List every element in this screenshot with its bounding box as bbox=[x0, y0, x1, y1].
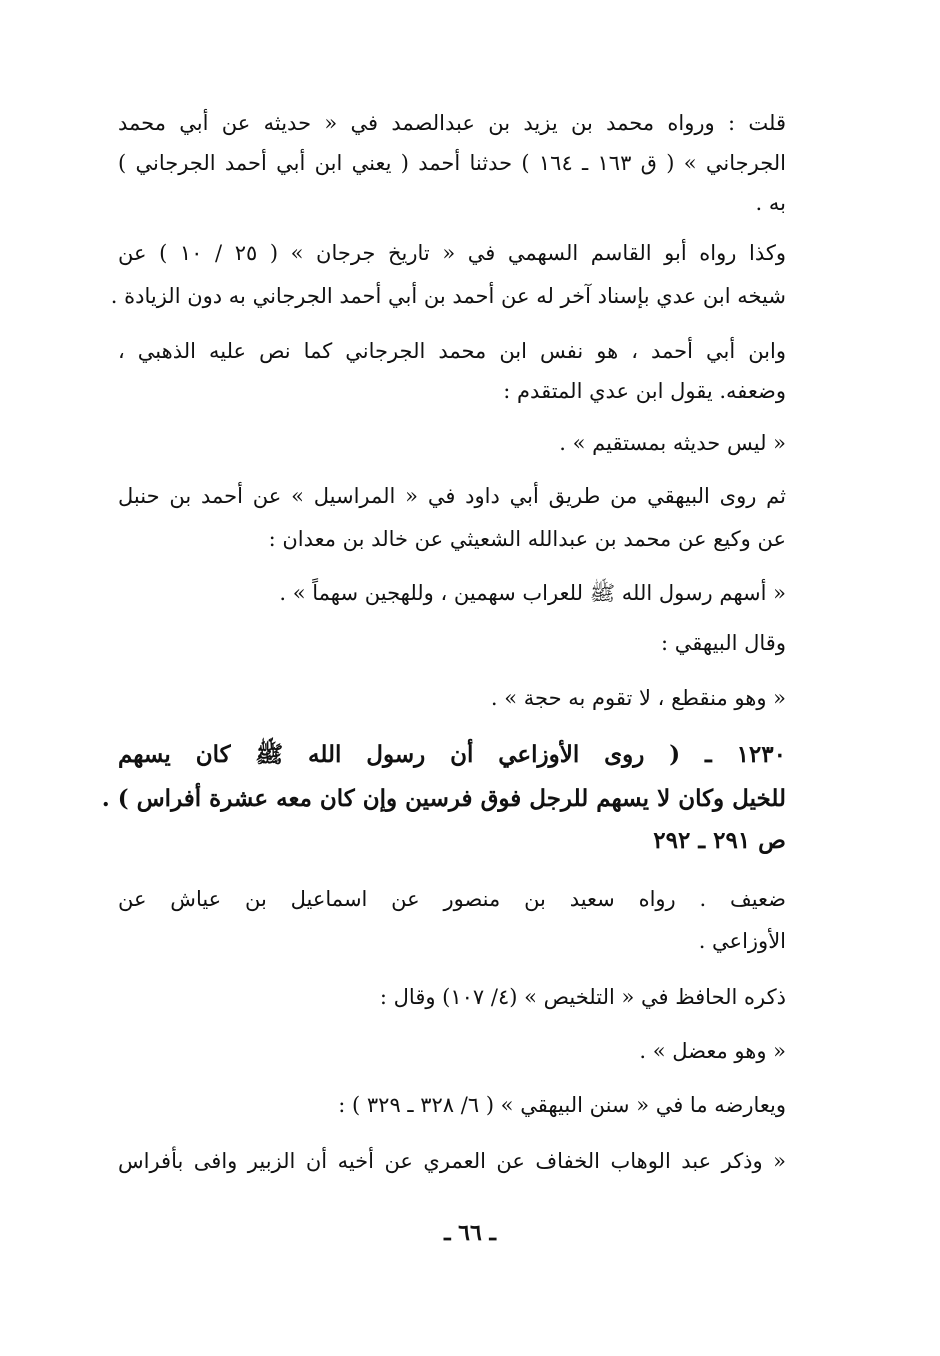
text-line: الجرجاني » ( ق ١٦٣ ـ ١٦٤ ) حدثنا أحمد ( يعني ابن أبي أحمد الجرجاني ) bbox=[118, 151, 786, 175]
text-line: وابن أبي أحمد ، هو نفس ابن محمد الجرجاني كما نص عليه الذهبي ، bbox=[118, 339, 786, 363]
quote-line: « ليس حديثه بمستقيم » . bbox=[559, 431, 786, 455]
text-line: ويعارضه ما في « سنن البيهقي » ( ٦/ ٣٢٨ ـ ٣٢٩ ) : bbox=[338, 1093, 786, 1117]
text-line: وكذا رواه أبو القاسم السهمي في « تاريخ جرجان » ( ٢٥ / ١٠ ) عن bbox=[118, 241, 786, 265]
page-reference: ص ٢٩١ ـ ٢٩٢ bbox=[653, 827, 786, 854]
hadith-heading-line: للخيل وكان لا يسهم للرجل فوق فرسين وإن كان معه عشرة أفراس ) . bbox=[101, 785, 786, 812]
text-line: وقال البيهقي : bbox=[661, 631, 786, 655]
quote-line: « وهو معضل » . bbox=[639, 1039, 786, 1063]
page-number: ـ ٦٦ ـ bbox=[444, 1220, 496, 1246]
quote-line: « وذكر عبد الوهاب الخفاف عن العمري عن أخيه أن الزبير وافى بأفراس bbox=[118, 1149, 786, 1173]
text-line: ضعيف . رواه سعيد بن منصور عن اسماعيل بن عياش عن bbox=[118, 887, 786, 911]
text-line: وضعفه. يقول ابن عدي المتقدم : bbox=[503, 379, 786, 403]
hadith-heading-line: ١٢٣٠ ـ ( روى الأوزاعي أن رسول الله ﷺ كان يسهم bbox=[118, 741, 786, 768]
quote-line: « وهو منقطع ، لا تقوم به حجة » . bbox=[490, 686, 786, 710]
text-line: شيخه ابن عدي بإسناد آخر له عن أحمد بن أبي أحمد الجرجاني به دون الزيادة . bbox=[110, 284, 786, 308]
text-line: قلت : ورواه محمد بن يزيد بن عبدالصمد في « حديثه عن أبي محمد bbox=[118, 111, 786, 135]
text-line: به . bbox=[755, 191, 786, 215]
text-line: ثم روى البيهقي من طريق أبي داود في « المراسيل » عن أحمد بن حنبل bbox=[118, 484, 786, 508]
quote-line: « أسهم رسول الله ﷺ للعراب سهمين ، وللهجين سهماً » . bbox=[279, 581, 786, 605]
text-line: الأوزاعي . bbox=[698, 929, 786, 953]
text-line: عن وكيع عن محمد بن عبدالله الشعيثي عن خالد بن معدان : bbox=[268, 527, 786, 551]
text-line: ذكره الحافظ في « التلخيص » (٤/ ١٠٧) وقال : bbox=[379, 985, 786, 1009]
